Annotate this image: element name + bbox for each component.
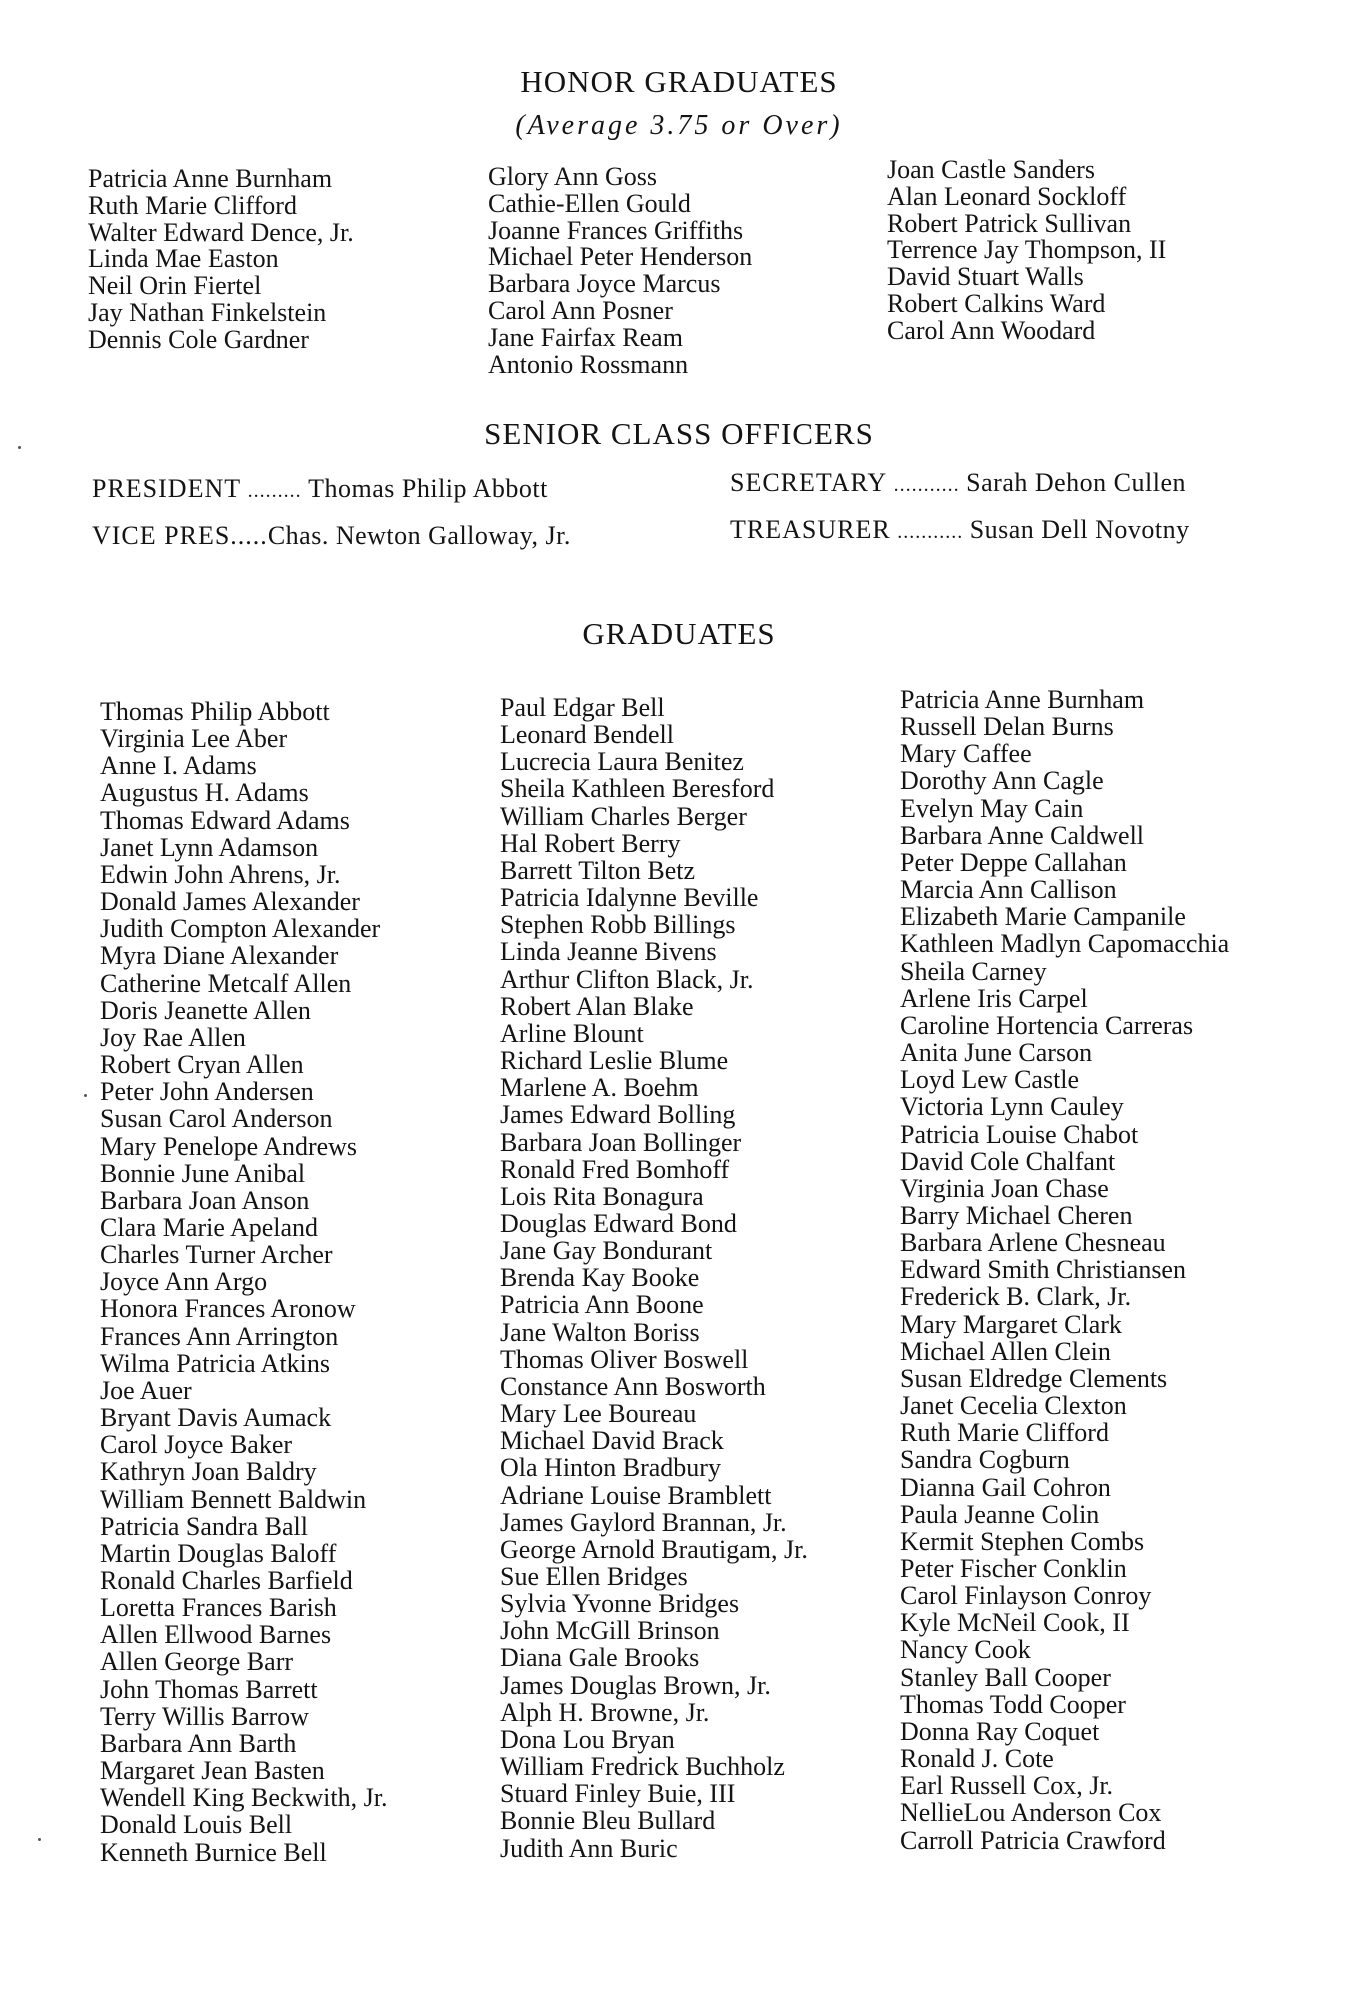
graduate-name: William Charles Berger <box>500 801 747 831</box>
graduate-name: Sandra Cogburn <box>900 1445 1070 1475</box>
graduate-name: Judith Compton Alexander <box>100 914 381 944</box>
graduate-name: David Stuart Walls <box>887 262 1084 292</box>
graduate-name: Terrence Jay Thompson, II <box>887 235 1167 265</box>
vice-president-label: VICE PRES..... <box>92 521 268 550</box>
graduate-name: Judith Ann Buric <box>500 1833 678 1863</box>
graduate-name: Terry Willis Barrow <box>100 1701 309 1731</box>
honor-column-3 <box>887 157 1166 345</box>
officer-vice-president <box>92 521 571 551</box>
graduate-name: Barbara Joyce Marcus <box>488 269 721 299</box>
honor-column-2 <box>488 164 752 378</box>
graduate-name: Carol Ann Woodard <box>887 315 1096 345</box>
graduate-name: Michael David Brack <box>500 1426 724 1456</box>
graduate-name: Donna Ray Coquet <box>900 1716 1100 1746</box>
graduate-name: Barry Michael Cheren <box>900 1200 1133 1230</box>
honor-graduates-subtitle: (Average 3.75 or Over) <box>515 110 843 141</box>
graduates-title: GRADUATES <box>582 616 776 651</box>
treasurer-leader-dots: ........... <box>897 521 964 543</box>
graduate-name: Peter Deppe Callahan <box>900 847 1127 877</box>
graduate-name: Stephen Robb Billings <box>500 910 736 940</box>
scan-speck <box>38 1838 41 1841</box>
graduate-name: Neil Orin Fiertel <box>88 271 262 301</box>
graduate-name: Janet Cecelia Clexton <box>900 1391 1127 1421</box>
graduates-column-2 <box>500 694 808 1862</box>
graduate-name: Adriane Louise Bramblett <box>500 1480 772 1510</box>
graduate-name: Leonard Bendell <box>500 720 674 750</box>
graduate-name: Sylvia Yvonne Bridges <box>500 1589 740 1619</box>
secretary-label: SECRETARY <box>730 468 888 497</box>
graduate-name: Kyle McNeil Cook, II <box>900 1608 1130 1638</box>
graduate-name: Richard Leslie Blume <box>500 1046 729 1076</box>
graduate-name: Robert Alan Blake <box>500 991 694 1021</box>
honor-column-1 <box>88 166 354 354</box>
graduate-name: Robert Cryan Allen <box>100 1050 304 1080</box>
graduate-name: Susan Carol Anderson <box>100 1104 333 1134</box>
graduate-name: Anne I. Adams <box>100 751 257 781</box>
graduate-name: Barbara Ann Barth <box>100 1728 297 1758</box>
graduate-name: Paul Edgar Bell <box>500 693 665 722</box>
graduate-name: James Gaylord Brannan, Jr. <box>500 1507 787 1537</box>
graduate-name: Edward Smith Christiansen <box>900 1255 1186 1285</box>
graduate-name: Mary Margaret Clark <box>900 1309 1122 1339</box>
graduate-name: Thomas Todd Cooper <box>900 1689 1126 1719</box>
graduate-name: Dona Lou Bryan <box>500 1724 675 1754</box>
graduate-name: Patricia Anne Burnham <box>88 164 333 193</box>
graduate-name: Joe Auer <box>100 1375 192 1405</box>
graduate-name: Jane Walton Boriss <box>500 1317 700 1347</box>
graduate-name: Martin Douglas Baloff <box>100 1538 337 1568</box>
graduate-name: Frederick B. Clark, Jr. <box>900 1282 1132 1312</box>
graduate-name: Wendell King Beckwith, Jr. <box>100 1783 388 1813</box>
graduate-name: William Bennett Baldwin <box>100 1484 367 1514</box>
graduate-name: Glory Ann Goss <box>488 162 658 191</box>
graduate-name: Virginia Joan Chase <box>900 1173 1109 1203</box>
graduate-name: Patricia Louise Chabot <box>900 1119 1139 1149</box>
graduate-name: Allen George Barr <box>100 1647 294 1677</box>
graduate-name: Bonnie Bleu Bullard <box>500 1806 716 1836</box>
graduate-name: Peter John Andersen <box>100 1077 314 1107</box>
graduate-name: William Fredrick Buchholz <box>500 1752 785 1782</box>
graduate-name: Barbara Joan Bollinger <box>500 1127 742 1157</box>
graduate-name: Jane Gay Bondurant <box>500 1236 713 1266</box>
graduate-name: Mary Caffee <box>900 739 1032 769</box>
graduate-name: Elizabeth Marie Campanile <box>900 902 1186 932</box>
president-label: PRESIDENT <box>92 474 242 503</box>
graduate-name: Alph H. Browne, Jr. <box>500 1697 710 1727</box>
graduate-name: Ruth Marie Clifford <box>88 190 297 220</box>
graduate-name: Patricia Ann Boone <box>500 1290 704 1320</box>
graduate-name: Frances Ann Arrington <box>100 1321 339 1351</box>
graduate-name: Loyd Lew Castle <box>900 1065 1080 1095</box>
graduate-name: Joan Castle Sanders <box>887 155 1095 184</box>
graduate-name: John McGill Brinson <box>500 1616 720 1646</box>
officer-president <box>92 474 548 504</box>
graduate-name: Arlene Iris Carpel <box>900 983 1088 1013</box>
graduate-name: Kathleen Madlyn Capomacchia <box>900 929 1230 959</box>
graduate-name: Hal Robert Berry <box>500 828 681 858</box>
graduate-name: Carol Finlayson Conroy <box>900 1581 1152 1611</box>
graduate-name: Carol Joyce Baker <box>100 1430 293 1460</box>
senior-class-officers-title: SENIOR CLASS OFFICERS <box>484 416 874 451</box>
graduate-name: George Arnold Brautigam, Jr. <box>500 1534 808 1564</box>
graduate-name: Robert Patrick Sullivan <box>887 208 1132 238</box>
graduate-name: Thomas Philip Abbott <box>100 697 330 726</box>
graduate-name: Dorothy Ann Cagle <box>900 766 1104 796</box>
graduate-name: John Thomas Barrett <box>100 1674 318 1704</box>
graduate-name: Jay Nathan Finkelstein <box>88 297 327 327</box>
graduate-name: Carol Ann Posner <box>488 295 673 325</box>
graduate-name: Diana Gale Brooks <box>500 1643 700 1673</box>
graduate-name: Honora Frances Aronow <box>100 1294 356 1324</box>
graduate-name: Bonnie June Anibal <box>100 1158 306 1188</box>
graduate-name: Ronald Charles Barfield <box>100 1566 353 1595</box>
secretary-name: Sarah Dehon Cullen <box>966 468 1187 497</box>
graduate-name: Susan Eldredge Clements <box>900 1363 1168 1393</box>
graduate-name: Antonio Rossmann <box>488 349 689 379</box>
graduate-name: Sheila Carney <box>900 956 1047 986</box>
graduate-name: Marcia Ann Callison <box>900 875 1117 905</box>
graduate-name: Lois Rita Bonagura <box>500 1181 704 1211</box>
graduate-name: NellieLou Anderson Cox <box>900 1798 1162 1828</box>
graduate-name: Augustus H. Adams <box>100 778 309 808</box>
graduate-name: Margaret Jean Basten <box>100 1756 325 1786</box>
graduate-name: Mary Penelope Andrews <box>100 1131 358 1161</box>
treasurer-label: TREASURER <box>730 515 891 544</box>
graduate-name: Dianna Gail Cohron <box>900 1472 1111 1502</box>
graduate-name: Douglas Edward Bond <box>500 1208 737 1238</box>
graduate-name: Barbara Anne Caldwell <box>900 820 1145 850</box>
graduate-name: David Cole Chalfant <box>900 1146 1116 1176</box>
treasurer-name: Susan Dell Novotny <box>969 515 1190 544</box>
president-leader-dots: ......... <box>247 480 302 502</box>
graduate-name: James Douglas Brown, Jr. <box>500 1670 771 1700</box>
graduate-name: Brenda Kay Booke <box>500 1263 700 1293</box>
graduate-name: Virginia Lee Aber <box>100 724 288 754</box>
graduate-name: Ronald J. Cote <box>900 1744 1054 1774</box>
graduate-name: Peter Fischer Conklin <box>900 1554 1127 1583</box>
graduate-name: Donald Louis Bell <box>100 1810 293 1840</box>
graduate-name: Kermit Stephen Combs <box>900 1526 1145 1556</box>
graduate-name: Stuard Finley Buie, III <box>500 1779 736 1809</box>
graduate-name: Bryant Davis Aumack <box>100 1403 332 1433</box>
graduate-name: Russell Delan Burns <box>900 712 1114 742</box>
graduate-name: Arthur Clifton Black, Jr. <box>500 964 754 994</box>
graduate-name: Alan Leonard Sockloff <box>887 181 1127 211</box>
graduate-name: Myra Diane Alexander <box>100 941 339 971</box>
graduate-name: Mary Lee Boureau <box>500 1399 697 1429</box>
graduate-name: Dennis Cole Gardner <box>88 324 309 354</box>
graduate-name: Doris Jeanette Allen <box>100 995 311 1025</box>
graduate-name: Marlene A. Boehm <box>500 1073 699 1103</box>
scan-speck <box>84 1094 87 1097</box>
secretary-leader-dots: ........... <box>893 474 960 496</box>
graduate-name: Michael Peter Henderson <box>488 242 753 272</box>
graduate-name: Loretta Frances Barish <box>100 1593 337 1623</box>
graduate-name: Donald James Alexander <box>100 887 360 917</box>
graduate-name: Patricia Anne Burnham <box>900 685 1145 714</box>
graduate-name: Jane Fairfax Ream <box>488 322 683 352</box>
graduate-name: Caroline Hortencia Carreras <box>900 1010 1194 1040</box>
graduate-name: Paula Jeanne Colin <box>900 1499 1100 1529</box>
graduate-name: Ruth Marie Clifford <box>900 1418 1109 1448</box>
officer-secretary <box>730 468 1186 498</box>
vice-president-name: Chas. Newton Galloway, Jr. <box>267 521 571 550</box>
graduate-name: Catherine Metcalf Allen <box>100 968 352 998</box>
graduate-name: Sue Ellen Bridges <box>500 1562 688 1591</box>
graduate-name: Ola Hinton Bradbury <box>500 1453 721 1483</box>
graduate-name: James Edward Bolling <box>500 1100 736 1130</box>
graduate-name: Kathryn Joan Baldry <box>100 1457 317 1487</box>
graduate-name: Sheila Kathleen Beresford <box>500 774 775 804</box>
graduate-name: Nancy Cook <box>900 1635 1031 1665</box>
graduate-name: Allen Ellwood Barnes <box>100 1620 332 1650</box>
graduate-name: Stanley Ball Cooper <box>900 1662 1111 1692</box>
president-name: Thomas Philip Abbott <box>308 474 548 503</box>
graduate-name: Victoria Lynn Cauley <box>900 1092 1124 1122</box>
graduate-name: Robert Calkins Ward <box>887 288 1106 318</box>
graduate-name: Patricia Sandra Ball <box>100 1511 308 1541</box>
graduate-name: Joanne Frances Griffiths <box>488 215 744 245</box>
graduate-name: Joy Rae Allen <box>100 1022 246 1052</box>
graduate-name: Kenneth Burnice Bell <box>100 1837 327 1867</box>
graduate-name: Anita June Carson <box>900 1038 1093 1068</box>
graduate-name: Walter Edward Dence, Jr. <box>88 217 354 247</box>
graduates-column-3 <box>900 686 1229 1854</box>
graduate-name: Cathie-Ellen Gould <box>488 188 691 218</box>
graduate-name: Constance Ann Bosworth <box>500 1371 766 1401</box>
graduate-name: Ronald Fred Bomhoff <box>500 1154 730 1184</box>
graduate-name: Edwin John Ahrens, Jr. <box>100 859 341 889</box>
graduate-name: Linda Mae Easton <box>88 244 279 274</box>
graduate-name: Evelyn May Cain <box>900 793 1084 823</box>
graduate-name: Barbara Joan Anson <box>100 1185 310 1215</box>
graduate-name: Charles Turner Archer <box>100 1240 333 1270</box>
graduate-name: Joyce Ann Argo <box>100 1267 268 1297</box>
graduate-name: Earl Russell Cox, Jr. <box>900 1771 1114 1801</box>
graduate-name: Carroll Patricia Crawford <box>900 1825 1166 1855</box>
graduate-name: Patricia Idalynne Beville <box>500 883 759 913</box>
graduate-name: Janet Lynn Adamson <box>100 832 319 862</box>
scan-speck <box>18 446 21 449</box>
graduate-name: Arline Blount <box>500 1018 644 1048</box>
graduate-name: Thomas Edward Adams <box>100 805 350 835</box>
graduate-name: Thomas Oliver Boswell <box>500 1344 749 1374</box>
graduate-name: Lucrecia Laura Benitez <box>500 747 744 777</box>
graduate-name: Barrett Tilton Betz <box>500 855 695 885</box>
officer-treasurer <box>730 515 1190 545</box>
graduate-name: Linda Jeanne Bivens <box>500 937 717 967</box>
honor-graduates-title: HONOR GRADUATES <box>520 64 838 99</box>
graduate-name: Clara Marie Apeland <box>100 1212 319 1242</box>
graduate-name: Michael Allen Clein <box>900 1336 1111 1366</box>
graduate-name: Barbara Arlene Chesneau <box>900 1228 1166 1258</box>
graduates-column-1 <box>100 698 387 1866</box>
graduate-name: Wilma Patricia Atkins <box>100 1348 331 1378</box>
